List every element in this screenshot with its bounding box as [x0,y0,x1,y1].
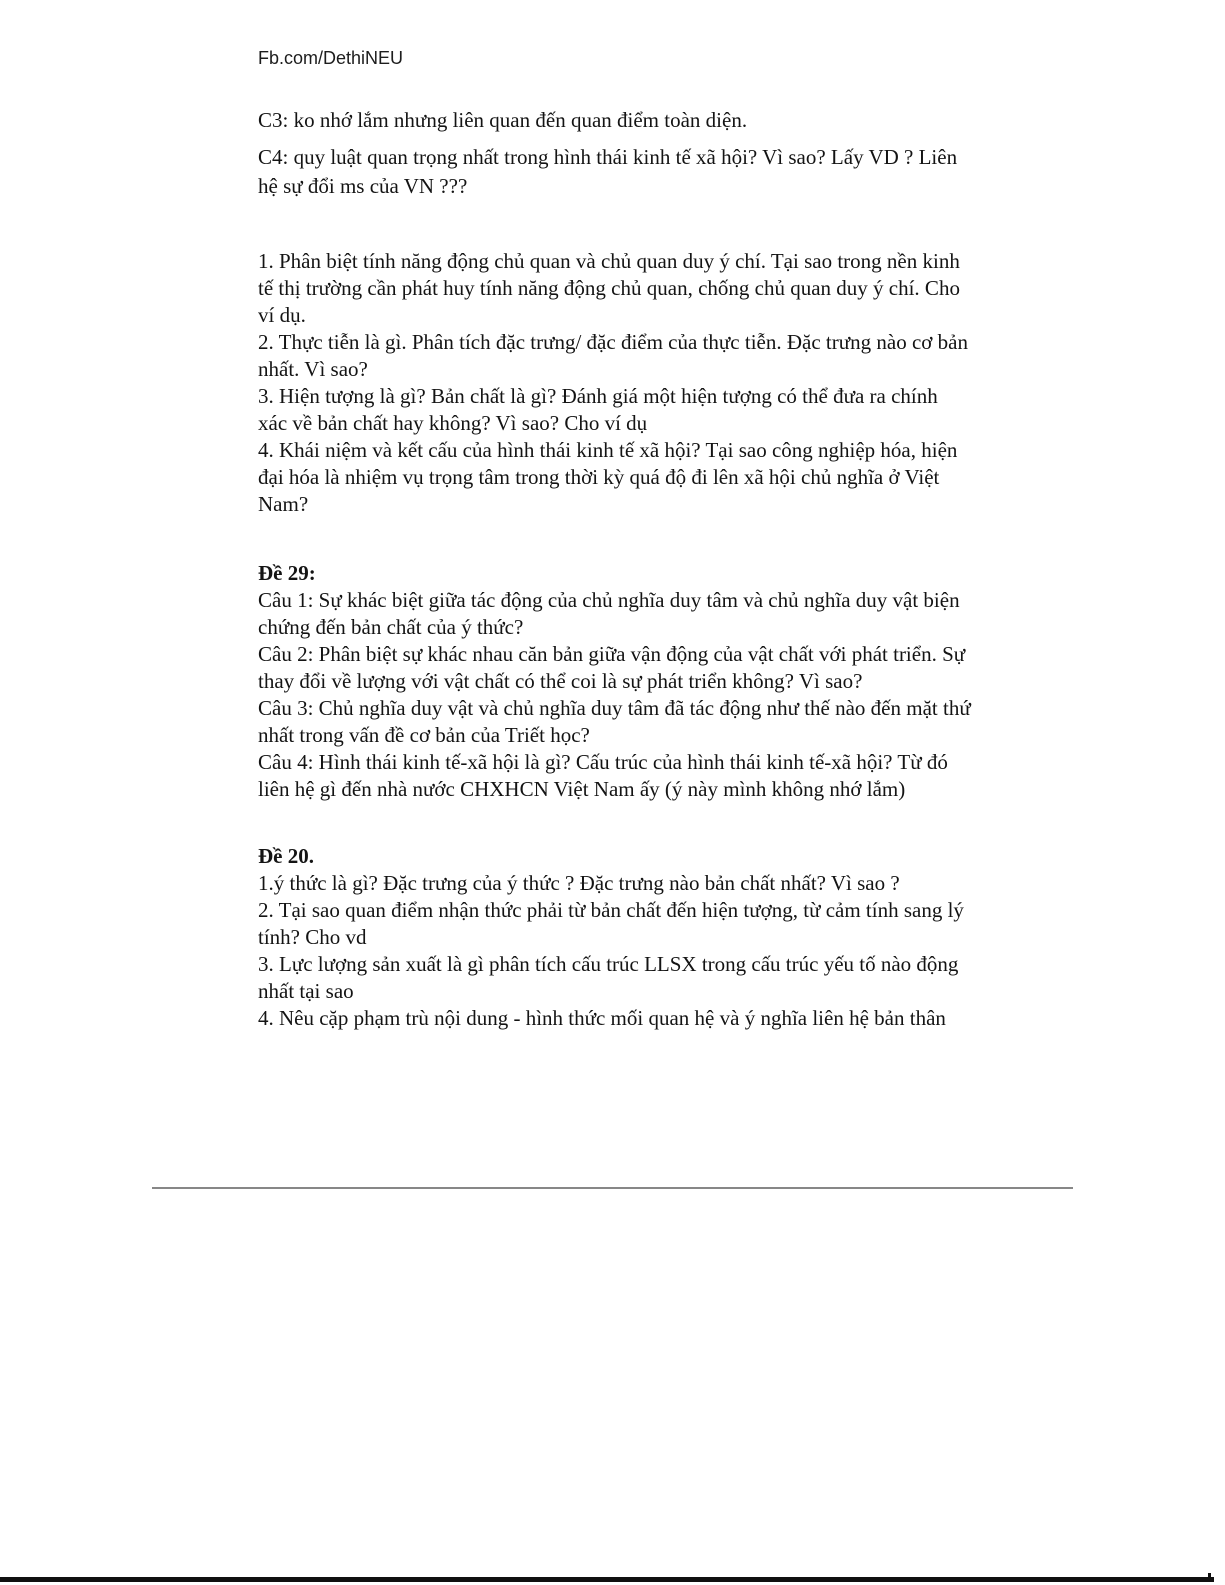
question-item: Câu 4: Hình thái kinh tế-xã hội là gì? Cấu trúc của hình thái kinh tế-xã hội? Từ đó liên hệ gì đến nhà nước CHXHCN Việt Nam ấy (ý này mình không nhớ lắm) [258,750,948,801]
exam-section-de20 [258,843,972,1032]
question-item: 1. Phân biệt tính năng động chủ quan và chủ quan duy ý chí. Tại sao trong nền kinh tế thị trường cần phát huy tính năng động chủ quan, chống chủ quan duy ý chí. Cho ví dụ. [258,249,960,327]
question-c4: C4: quy luật quan trọng nhất trong hình thái kinh tế xã hội? Vì sao? Lấy VD ? Liên hệ sự đổi ms của VN ??? [258,145,958,198]
question-item: Câu 2: Phân biệt sự khác nhau căn bản giữa vận động của vật chất với phát triển. Sự thay đổi về lượng với vật chất có thể coi là sự phát triển không? Vì sao? [258,642,966,693]
watermark-text: Fb.com/DethiNEU [258,48,404,68]
next-page-edge-tick [1208,1573,1211,1577]
question-item: 2. Thực tiễn là gì. Phân tích đặc trưng/ đặc điểm của thực tiễn. Đặc trưng nào cơ bản nhất. Vì sao? [258,330,968,381]
question-item: Câu 1: Sự khác biệt giữa tác động của chủ nghĩa duy tâm và chủ nghĩa duy vật biện chứng đến bản chất của ý thức? [258,588,960,639]
question-item: Câu 3: Chủ nghĩa duy vật và chủ nghĩa duy tâm đã tác động như thế nào đến mặt thứ nhất trong vấn đề cơ bản của Triết học? [258,696,971,747]
next-page-edge-bar [0,1577,1214,1582]
question-item: 4. Nêu cặp phạm trù nội dung - hình thức mối quan hệ và ý nghĩa liên hệ bản thân [258,1006,946,1030]
section-title: Đề 29: [258,561,316,585]
question-item: 2. Tại sao quan điểm nhận thức phải từ bản chất đến hiện tượng, từ cảm tính sang lý tính? Cho vd [258,898,964,949]
exam-section-de29 [258,560,972,803]
intro-section [258,106,972,201]
section-title: Đề 20. [258,844,314,868]
horizontal-rule [152,1187,1073,1189]
question-item: 3. Lực lượng sản xuất là gì phân tích cấu trúc LLSX trong cấu trúc yếu tố nào động nhất tại sao [258,952,959,1003]
question-item: 4. Khái niệm và kết cấu của hình thái kinh tế xã hội? Tại sao công nghiệp hóa, hiện đại hóa là nhiệm vụ trọng tâm trong thời kỳ quá độ đi lên xã hội chủ nghĩa ở Việt Nam? [258,438,958,516]
numbered-question-block [258,248,972,518]
question-c3: C3: ko nhớ lắm nhưng liên quan đến quan điểm toàn diện. [258,108,748,132]
question-item: 1.ý thức là gì? Đặc trưng của ý thức ? Đặc trưng nào bản chất nhất? Vì sao ? [258,871,900,895]
question-item: 3. Hiện tượng là gì? Bản chất là gì? Đánh giá một hiện tượng có thể đưa ra chính xác về bản chất hay không? Vì sao? Cho ví dụ [258,384,938,435]
